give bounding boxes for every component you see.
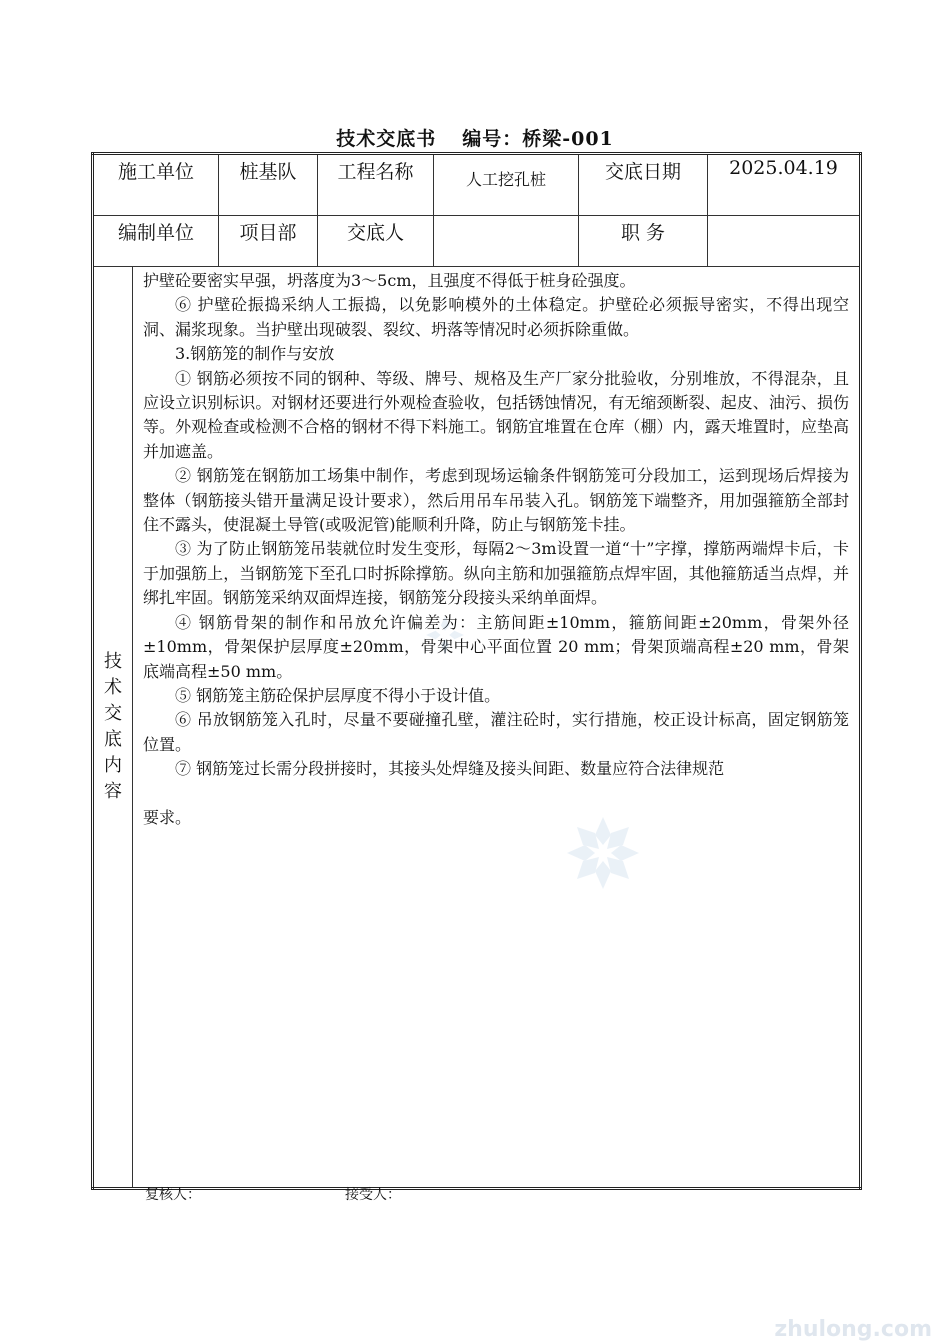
content-paragraph: ① 钢筋必须按不同的钢种、等级、牌号、规格及生产厂家分批验收，分别堆放，不得混杂，且应设立识别标识。对钢材还要进行外观检查验收，包括锈蚀情况，有无缩颈断裂、起皮、油污、损伤等。外观检查或检测不合格的钢材不得下料施工。钢筋宜堆置在仓库（棚）内，露天堆置时，应垫高并加遮盖。 — [143, 368, 850, 461]
project-name-value: 人工挖孔桩 — [434, 154, 579, 216]
position-label: 职 务 — [579, 216, 708, 267]
position-value — [708, 216, 861, 267]
disclosure-form-table — [91, 152, 862, 1190]
content-paragraph: 护壁砼要密实早强，坍落度为3～5cm，且强度不得低于桩身砼强度。 — [143, 271, 636, 290]
briefer-value — [434, 216, 579, 267]
content-paragraph: 要求。 — [143, 807, 192, 827]
side-label-text: 技术交底内容 — [104, 651, 122, 802]
document-number: 编号：桥梁-001 — [462, 128, 614, 150]
content-paragraph: ⑤ 钢筋笼主筋砼保护层厚度不得小于设计值。 — [175, 685, 501, 705]
content-paragraph: ⑥ 护壁砼振捣采纳人工振捣，以免影响模外的土体稳定。护壁砼必须振导密实，不得出现空洞、漏浆现象。当护壁出现破裂、裂纹、坍落等情况时必须拆除重做。 — [143, 295, 850, 339]
document-title: 技术交底书 — [336, 128, 437, 150]
content-paragraph: ④ 钢筋骨架的制作和吊放允许偏差为：主筋间距±10mm，箍筋间距±20mm，骨架外径±10mm，骨架保护层厚度±20mm，骨架中心平面位置 20 mm；骨架顶端高程±20 mm，骨架底端高程±50 mm。 — [143, 612, 850, 681]
project-name-label: 工程名称 — [318, 154, 434, 216]
receiver-label: 接受人： — [345, 1187, 401, 1203]
construction-unit-label: 施工单位 — [93, 154, 219, 216]
reviewer-label: 复核人： — [145, 1187, 201, 1203]
watermark: zhulong.com — [774, 1317, 932, 1342]
section-heading: 3.钢筋笼的制作与安放 — [175, 344, 335, 364]
construction-unit-value: 桩基队 — [219, 154, 318, 216]
snowflake-logo-icon — [425, 615, 465, 655]
content-paragraph: ③ 为了防止钢筋笼吊装就位时发生变形，每隔2～3m设置一道“十”字撑，撑筋两端焊卡后，卡于加强筋上，当钢筋笼下至孔口时拆除撑筋。纵向主筋和加强箍筋点焊牢固，其他箍筋适当点焊，并绑扎牢固。钢筋笼采纳双面焊连接，钢筋笼分段接头采纳单面焊。 — [143, 539, 850, 608]
compile-unit-value: 项目部 — [219, 216, 318, 267]
technical-disclosure-side-label — [93, 267, 133, 1189]
content-paragraph: ⑦ 钢筋笼过长需分段拼接时，其接头处焊缝及接头间距、数量应符合法律规范 — [175, 759, 725, 779]
header-row-1 — [93, 154, 861, 216]
document-title-line — [0, 124, 950, 151]
content-paragraph: ⑥ 吊放钢筋笼入孔时，尽量不要碰撞孔壁，灌注砼时，实行措施，校正设计标高，固定钢筋笼位置。 — [143, 710, 850, 754]
content-paragraph: ② 钢筋笼在钢筋加工场集中制作，考虑到现场运输条件钢筋笼可分段加工，运到现场后焊接为整体（钢筋接头错开量满足设计要求），然后用吊车吊装入孔。钢筋笼下端整齐，用加强箍筋全部封住不露头，使混凝土导管(或吸泥管)能顺利升降，防止与钢筋笼卡挂。 — [143, 466, 850, 535]
disclosure-content — [133, 267, 861, 1189]
snowflake-logo-icon — [565, 815, 641, 891]
header-row-2 — [93, 216, 861, 267]
compile-unit-label: 编制单位 — [93, 216, 219, 267]
disclosure-date-label: 交底日期 — [579, 154, 708, 216]
briefer-label: 交底人 — [318, 216, 434, 267]
disclosure-date-value: 2025.04.19 — [708, 154, 861, 216]
content-row — [93, 267, 861, 1189]
